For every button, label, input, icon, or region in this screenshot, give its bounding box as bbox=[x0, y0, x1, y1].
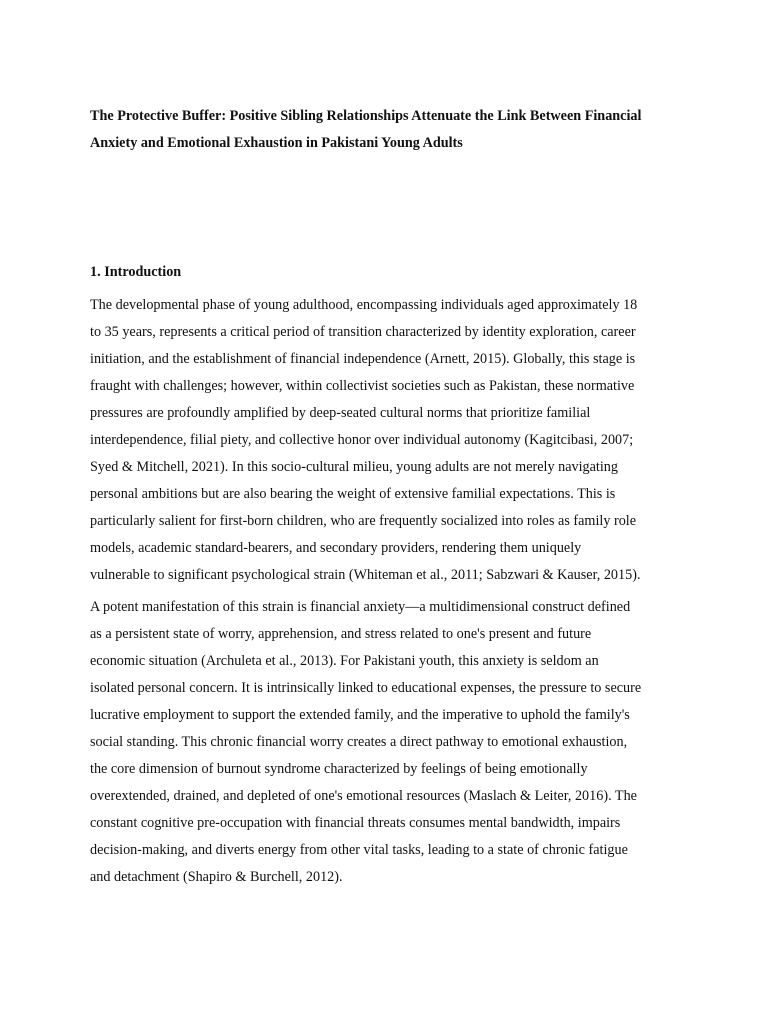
paragraph-line: pressures are profoundly amplified by deep-seated cultural norms that prioritize familial bbox=[90, 405, 591, 421]
paragraph-line: overextended, drained, and depleted of one's emotional resources (Maslach & Leiter, 2016). The bbox=[90, 788, 637, 804]
paragraph-introduction-2 bbox=[90, 594, 690, 891]
paragraph-line: fraught with challenges; however, within collectivist societies such as Pakistan, these normative bbox=[90, 378, 635, 394]
document-page bbox=[90, 0, 690, 1024]
title-line: The Protective Buffer: Positive Sibling Relationships Attenuate the Link Between Financial bbox=[90, 108, 642, 124]
paragraph-line: to 35 years, represents a critical period of transition characterized by identity exploration, career bbox=[90, 324, 636, 340]
paragraph-line: as a persistent state of worry, apprehension, and stress related to one's present and future bbox=[90, 626, 592, 642]
paragraph-introduction-1 bbox=[90, 292, 690, 589]
paragraph-line: isolated personal concern. It is intrinsically linked to educational expenses, the pressure to secure bbox=[90, 680, 642, 696]
paragraph-line: economic situation (Archuleta et al., 2013). For Pakistani youth, this anxiety is seldom an bbox=[90, 653, 599, 669]
paper-title bbox=[90, 103, 690, 157]
title-line: Anxiety and Emotional Exhaustion in Pakistani Young Adults bbox=[90, 135, 463, 151]
paragraph-line: personal ambitions but are also bearing the weight of extensive familial expectations. This is bbox=[90, 486, 616, 502]
paragraph-line: initiation, and the establishment of financial independence (Arnett, 2015). Globally, this stage is bbox=[90, 351, 636, 367]
paragraph-line: the core dimension of burnout syndrome characterized by feelings of being emotionally bbox=[90, 761, 588, 777]
paragraph-line: constant cognitive pre-occupation with financial threats consumes mental bandwidth, impairs bbox=[90, 815, 621, 831]
paragraph-line: interdependence, filial piety, and collective honor over individual autonomy (Kagitcibasi, 2007; bbox=[90, 432, 634, 448]
paragraph-line: lucrative employment to support the extended family, and the imperative to uphold the family's bbox=[90, 707, 630, 723]
paragraph-line: social standing. This chronic financial worry creates a direct pathway to emotional exhaustion, bbox=[90, 734, 628, 750]
paragraph-line: The developmental phase of young adulthood, encompassing individuals aged approximately 18 bbox=[90, 297, 638, 313]
paragraph-line: vulnerable to significant psychological strain (Whiteman et al., 2011; Sabzwari & Kauser, 2015). bbox=[90, 567, 641, 583]
paragraph-line: Syed & Mitchell, 2021). In this socio-cultural milieu, young adults are not merely navigating bbox=[90, 459, 618, 475]
paragraph-line: decision-making, and diverts energy from other vital tasks, leading to a state of chronic fatigue bbox=[90, 842, 628, 858]
paragraph-line: models, academic standard-bearers, and secondary providers, rendering them uniquely bbox=[90, 540, 582, 556]
paragraph-line: and detachment (Shapiro & Burchell, 2012). bbox=[90, 869, 343, 885]
paragraph-line: particularly salient for first-born children, who are frequently socialized into roles as family role bbox=[90, 513, 637, 529]
section-heading: 1. Introduction bbox=[90, 264, 182, 280]
paragraph-line: A potent manifestation of this strain is financial anxiety—a multidimensional construct defined bbox=[90, 599, 631, 615]
